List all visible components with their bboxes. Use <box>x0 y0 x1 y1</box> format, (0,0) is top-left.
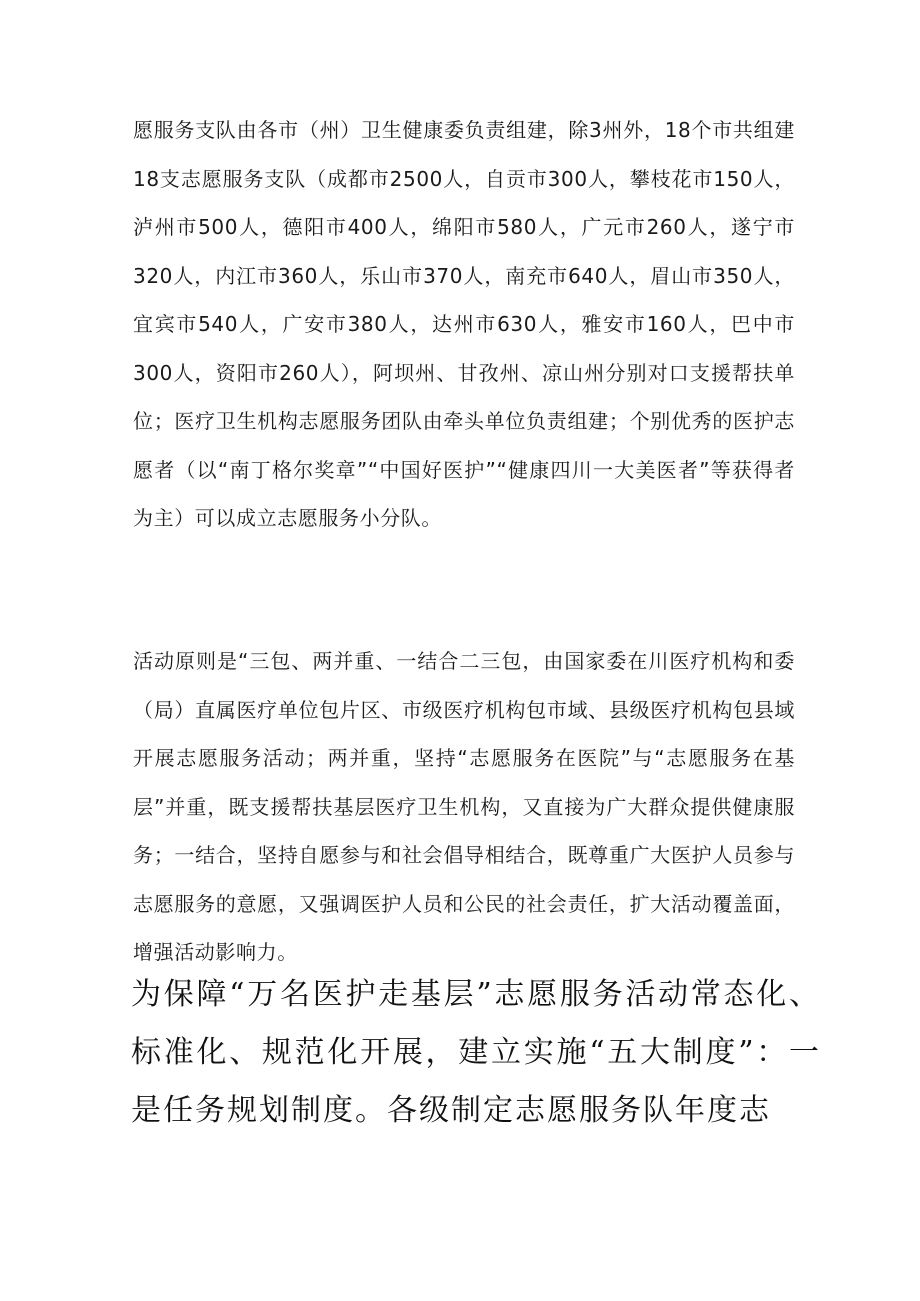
paragraph-activity-principles: 活动原则是“三包、两并重、一结合二三包，由国家委在川医疗机构和委（局）直属医疗单位包片区、市级医疗机构包市域、县级医疗机构包县域开展志愿服务活动；两并重，坚持“志愿服务在医院”与“志愿服务在基层”并重，既支援帮扶基层医疗卫生机构，又直接为广大群众提供健康服务；一结合，坚持自愿参与和社会倡导相结合，既尊重广大医护人员参与志愿服务的意愿，又强调医护人员和公民的社会责任，扩大活动覆盖面，增强活动影响力。 <box>133 649 795 964</box>
paragraph-volunteer-team-organization: 愿服务支队由各市（州）卫生健康委负责组建，除3州外，18个市共组建18支志愿服务支队（成都市2500人，自贡市300人，攀枝花市150人，泸州市500人，德阳市400人，绵阳市580人，广元市260人，遂宁市320人，内江市360人，乐山市370人，南充市640人，眉山市350人，宜宾市540人，广安市380人，达州市630人，雅安市160人，巴中市300人，资阳市260人），阿坝州、甘孜州、凉山州分别对口支援帮扶单位；医疗卫生机构志愿服务团队由牵头单位负责组建；个别优秀的医护志愿者（以“南丁格尔奖章”“中国好医护”“健康四川一大美医者”等获得者为主）可以成立志愿服务小分队。 <box>133 118 795 530</box>
paragraph-five-systems: 为保障“万名医护走基层”志愿服务活动常态化、标准化、规范化开展，建立实施“五大制度”：一是任务规划制度。各级制定志愿服务队年度志 <box>131 977 821 1128</box>
